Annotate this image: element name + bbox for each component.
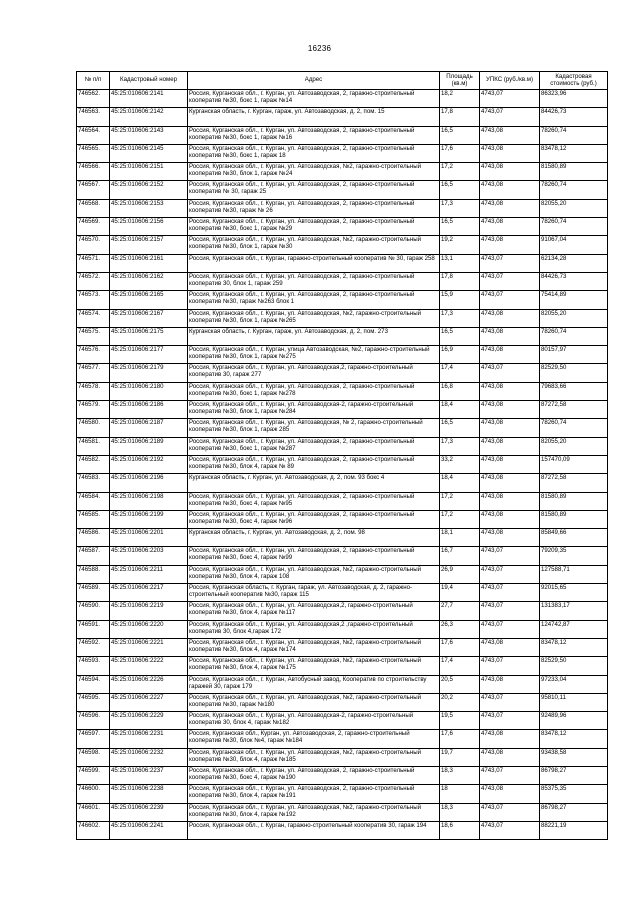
row-number-cell: 746579. — [77, 401, 110, 419]
area-cell: 17,2 — [440, 510, 480, 528]
cadastral-number-cell: 45:25:010606:2220 — [110, 620, 188, 638]
upks-cell: 4743,08 — [480, 638, 540, 656]
upks-cell: 4743,08 — [480, 474, 540, 492]
table-row — [77, 474, 608, 492]
cadastral-value-cell: 131383,17 — [540, 602, 608, 620]
area-cell: 18,3 — [440, 803, 480, 821]
area-cell: 16,5 — [440, 419, 480, 437]
upks-cell: 4743,07 — [480, 602, 540, 620]
row-number-cell: 746568. — [77, 199, 110, 217]
row-number-cell: 746570. — [77, 236, 110, 254]
area-cell: 18,3 — [440, 766, 480, 784]
cadastral-value-cell: 83478,12 — [540, 144, 608, 162]
row-number-cell: 746580. — [77, 419, 110, 437]
address-cell: Россия, Курганская обл., г. Курган, ул. Автозаводская, 2, гаражно-строительный кооператив 30, блок 1, гараж 259 — [188, 272, 440, 290]
area-cell: 19,5 — [440, 712, 480, 730]
row-number-cell: 746597. — [77, 730, 110, 748]
cadastral-value-cell: 81580,89 — [540, 163, 608, 181]
row-number-cell: 746586. — [77, 529, 110, 547]
upks-cell: 4743,08 — [480, 437, 540, 455]
table-row — [77, 693, 608, 711]
table-row — [77, 346, 608, 364]
table-row — [77, 675, 608, 693]
cadastral-value-cell: 82055,20 — [540, 437, 608, 455]
row-number-cell: 746562. — [77, 90, 110, 108]
address-cell: Россия, Курганская обл., г. Курган, Автобусный завод, Кооператив по строительству гаражей 30, гараж 179 — [188, 675, 440, 693]
cadastral-number-cell: 45:25:010606:2196 — [110, 474, 188, 492]
upks-cell: 4743,07 — [480, 90, 540, 108]
area-cell: 19,4 — [440, 584, 480, 602]
address-cell: Россия, Курганская обл., г. Курган, ул. Автозаводская, №2, гаражно-строительный кооператив №30, блок 4, гараж №174 — [188, 638, 440, 656]
header-cadastral: Кадастровый номер — [110, 72, 188, 90]
area-cell: 26,3 — [440, 620, 480, 638]
table-row — [77, 309, 608, 327]
address-cell: Россия, Курганская обл., г. Курган, ул. Автозаводская, 2, гаражно-строительный кооператив №30, бокс 1, гараж 18 — [188, 144, 440, 162]
area-cell: 18,2 — [440, 90, 480, 108]
cadastral-value-cell: 81580,89 — [540, 510, 608, 528]
cadastral-number-cell: 45:25:010606:2226 — [110, 675, 188, 693]
cadastral-number-cell: 45:25:010606:2241 — [110, 821, 188, 839]
row-number-cell: 746566. — [77, 163, 110, 181]
cadastral-number-cell: 45:25:010606:2231 — [110, 730, 188, 748]
area-cell: 20,5 — [440, 675, 480, 693]
cadastral-number-cell: 45:25:010606:2145 — [110, 144, 188, 162]
row-number-cell: 746589. — [77, 584, 110, 602]
row-number-cell: 746577. — [77, 364, 110, 382]
address-cell: Россия, Курганская обл., г. Курган, ул. Автозаводская, 2, гаражно-строительный кооператив №30, бокс 4, гараж №96 — [188, 510, 440, 528]
address-cell: Россия, Курганская обл., г. Курган, улица Автозаводская, №2, гаражно-строительный кооператив №30, блок 1, гараж №275 — [188, 346, 440, 364]
address-cell: Россия, Курганская обл., г. Курган, ул. Автозаводская, 2, гаражно-строительный кооператив №30, бокс 1, гараж №287 — [188, 437, 440, 455]
table-row — [77, 382, 608, 400]
cadastral-value-cell: 80157,97 — [540, 346, 608, 364]
upks-cell: 4743,08 — [480, 309, 540, 327]
table-row — [77, 181, 608, 199]
header-value: Кадастровая стоимость (руб.) — [540, 72, 608, 90]
cadastral-value-cell: 83478,12 — [540, 638, 608, 656]
table-row — [77, 529, 608, 547]
cadastral-value-cell: 86798,27 — [540, 766, 608, 784]
cadastral-value-cell: 86323,96 — [540, 90, 608, 108]
row-number-cell: 746578. — [77, 382, 110, 400]
cadastral-number-cell: 45:25:010606:2232 — [110, 748, 188, 766]
area-cell: 16,5 — [440, 327, 480, 345]
upks-cell: 4743,08 — [480, 126, 540, 144]
cadastral-value-cell: 82055,20 — [540, 199, 608, 217]
cadastral-number-cell: 45:25:010606:2152 — [110, 181, 188, 199]
cadastral-value-cell: 62134,28 — [540, 254, 608, 272]
cadastral-value-cell: 78260,74 — [540, 419, 608, 437]
row-number-cell: 746569. — [77, 218, 110, 236]
row-number-cell: 746571. — [77, 254, 110, 272]
cadastral-number-cell: 45:25:010606:2141 — [110, 90, 188, 108]
row-number-cell: 746585. — [77, 510, 110, 528]
cadastral-number-cell: 45:25:010606:2179 — [110, 364, 188, 382]
table-row — [77, 748, 608, 766]
cadastral-value-cell: 124742,87 — [540, 620, 608, 638]
table-row — [77, 144, 608, 162]
address-cell: Россия, Курганская обл., г. Курган, ул. Автозаводская, 2, гаражно-строительный кооператив №30, блок 4, гараж №191 — [188, 785, 440, 803]
table-row — [77, 419, 608, 437]
table-row — [77, 638, 608, 656]
area-cell: 13,1 — [440, 254, 480, 272]
address-cell: Россия, Курганская обл., г. Курган, ул. Автозаводская,2, гаражно-строительный кооператив №30, блок 4, гараж №117 — [188, 602, 440, 620]
table-row — [77, 547, 608, 565]
address-cell: Россия, Курганская обл., г. Курган, ул. Автозаводская, №2, гаражно-строительный кооператив №30, блок 1, гараж №30 — [188, 236, 440, 254]
area-cell: 27,7 — [440, 602, 480, 620]
row-number-cell: 746595. — [77, 693, 110, 711]
area-cell: 18,4 — [440, 474, 480, 492]
area-cell: 17,6 — [440, 144, 480, 162]
cadastral-number-cell: 45:25:010606:2203 — [110, 547, 188, 565]
area-cell: 16,8 — [440, 382, 480, 400]
cadastral-number-cell: 45:25:010606:2162 — [110, 272, 188, 290]
area-cell: 17,8 — [440, 272, 480, 290]
row-number-cell: 746573. — [77, 291, 110, 309]
cadastral-value-cell: 97233,04 — [540, 675, 608, 693]
cadastral-number-cell: 45:25:010606:2186 — [110, 401, 188, 419]
address-cell: Россия, Курганская обл., г. Курган, гаражно-строительный кооператив 30, гараж 194 — [188, 821, 440, 839]
address-cell: Россия, Курганская обл., г. Курган, ул. Автозаводская, 2, гаражно-строительный кооператив №30, бокс 4, гараж №190 — [188, 766, 440, 784]
table-row — [77, 327, 608, 345]
table-row — [77, 510, 608, 528]
row-number-cell: 746600. — [77, 785, 110, 803]
row-number-cell: 746592. — [77, 638, 110, 656]
row-number-cell: 746576. — [77, 346, 110, 364]
cadastral-number-cell: 45:25:010606:2161 — [110, 254, 188, 272]
upks-cell: 4743,08 — [480, 455, 540, 473]
table-row — [77, 620, 608, 638]
cadastral-number-cell: 45:25:010606:2198 — [110, 492, 188, 510]
upks-cell: 4743,07 — [480, 364, 540, 382]
upks-cell: 4743,08 — [480, 492, 540, 510]
upks-cell: 4743,08 — [480, 346, 540, 364]
cadastral-number-cell: 45:25:010606:2219 — [110, 602, 188, 620]
upks-cell: 4743,08 — [480, 401, 540, 419]
cadastral-number-cell: 45:25:010606:2221 — [110, 638, 188, 656]
table-row — [77, 218, 608, 236]
upks-cell: 4743,08 — [480, 785, 540, 803]
header-area: Площадь (кв.м) — [440, 72, 480, 90]
upks-cell: 4743,08 — [480, 163, 540, 181]
row-number-cell: 746594. — [77, 675, 110, 693]
row-number-cell: 746602. — [77, 821, 110, 839]
table-row — [77, 584, 608, 602]
area-cell: 16,9 — [440, 346, 480, 364]
upks-cell: 4743,08 — [480, 748, 540, 766]
cadastral-value-cell: 82055,20 — [540, 309, 608, 327]
upks-cell: 4743,08 — [480, 199, 540, 217]
cadastral-value-cell: 78260,74 — [540, 218, 608, 236]
upks-cell: 4743,08 — [480, 675, 540, 693]
cadastral-value-cell: 93438,58 — [540, 748, 608, 766]
cadastral-value-cell: 84426,73 — [540, 108, 608, 126]
cadastral-value-cell: 92015,65 — [540, 584, 608, 602]
address-cell: Россия, Курганская обл., г. Курган, гаражно-строительный кооператив № 30, гараж 258 — [188, 254, 440, 272]
address-cell: Россия, Курганская обл., г. Курган, ул. Автозаводская, 2, гаражно-строительный кооператив №30, гараж № 26 — [188, 199, 440, 217]
cadastral-number-cell: 45:25:010606:2167 — [110, 309, 188, 327]
area-cell: 16,5 — [440, 126, 480, 144]
address-cell: Россия, Курганская обл., г. Курган, ул. Автозаводская, №2, гаражно-строительный кооператив №30, блок 1, гараж №265 — [188, 309, 440, 327]
address-cell: Россия, Курганская обл., г. Курган, ул. Автозаводская,2 ,гаражно-строительный кооператив 30, блок 4,гараж 172 — [188, 620, 440, 638]
table-row — [77, 236, 608, 254]
upks-cell: 4743,08 — [480, 181, 540, 199]
cadastral-number-cell: 45:25:010606:2239 — [110, 803, 188, 821]
row-number-cell: 746581. — [77, 437, 110, 455]
upks-cell: 4743,07 — [480, 712, 540, 730]
upks-cell: 4743,08 — [480, 730, 540, 748]
address-cell: Россия, Курганская обл., г. Курган, ул. Автозаводская, №2, гаражно-строительный кооператив №30, гараж №180 — [188, 693, 440, 711]
area-cell: 17,3 — [440, 437, 480, 455]
upks-cell: 4743,07 — [480, 693, 540, 711]
row-number-cell: 746593. — [77, 657, 110, 675]
upks-cell: 4743,08 — [480, 510, 540, 528]
row-number-cell: 746572. — [77, 272, 110, 290]
table-row — [77, 364, 608, 382]
upks-cell: 4743,07 — [480, 254, 540, 272]
address-cell: Россия, Курганская обл., г. Курган, ул. Автозаводская, №2, гаражно-строительный кооператив №30, блок 4, гараж 108 — [188, 565, 440, 583]
cadastral-table — [76, 71, 608, 840]
cadastral-number-cell: 45:25:010606:2157 — [110, 236, 188, 254]
area-cell: 18,6 — [440, 821, 480, 839]
page-number: 16236 — [307, 44, 332, 53]
row-number-cell: 746575. — [77, 327, 110, 345]
table-row — [77, 163, 608, 181]
table-row — [77, 90, 608, 108]
address-cell: Курганская область, г. Курган, гараж, ул. Автозаводская, д. 2, пом. 15 — [188, 108, 440, 126]
table-row — [77, 492, 608, 510]
cadastral-number-cell: 45:25:010606:2143 — [110, 126, 188, 144]
row-number-cell: 746601. — [77, 803, 110, 821]
table-row — [77, 565, 608, 583]
address-cell: Россия, Курганская обл., г. Курган, ул. Автозаводская, 2, гаражно-строительный кооператив №30, бокс 1, гараж №14 — [188, 90, 440, 108]
area-cell: 17,6 — [440, 730, 480, 748]
cadastral-number-cell: 45:25:010606:2151 — [110, 163, 188, 181]
upks-cell: 4743,07 — [480, 620, 540, 638]
table-body — [77, 90, 608, 840]
cadastral-number-cell: 45:25:010606:2187 — [110, 419, 188, 437]
upks-cell: 4743,07 — [480, 657, 540, 675]
area-cell: 17,4 — [440, 657, 480, 675]
cadastral-number-cell: 45:25:010606:2229 — [110, 712, 188, 730]
area-cell: 17,6 — [440, 638, 480, 656]
area-cell: 33,2 — [440, 455, 480, 473]
area-cell: 17,2 — [440, 163, 480, 181]
cadastral-value-cell: 127588,71 — [540, 565, 608, 583]
address-cell: Россия, Курганская обл., г. Курган, ул. Автозаводская, №2, гаражно-строительный кооператив №30, блок 1, гараж №24 — [188, 163, 440, 181]
cadastral-number-cell: 45:25:010606:2201 — [110, 529, 188, 547]
table-row — [77, 785, 608, 803]
row-number-cell: 746563. — [77, 108, 110, 126]
area-cell: 26,9 — [440, 565, 480, 583]
cadastral-number-cell: 45:25:010606:2142 — [110, 108, 188, 126]
table-row — [77, 730, 608, 748]
cadastral-value-cell: 91067,04 — [540, 236, 608, 254]
cadastral-value-cell: 81580,89 — [540, 492, 608, 510]
row-number-cell: 746583. — [77, 474, 110, 492]
row-number-cell: 746588. — [77, 565, 110, 583]
upks-cell: 4743,08 — [480, 236, 540, 254]
area-cell: 17,3 — [440, 199, 480, 217]
address-cell: Россия, Курганская обл., г. Курган, ул. Автозаводская, 2, гаражно-строительный кооператив №30, бокс 4, гараж №95 — [188, 492, 440, 510]
address-cell: Россия, Курганская обл., г. Курган, ул. Автозаводская, 2, гаражно-строительный кооператив №30, бокс 1, гараж №29 — [188, 218, 440, 236]
area-cell: 18 — [440, 785, 480, 803]
upks-cell: 4743,07 — [480, 547, 540, 565]
area-cell: 17,3 — [440, 309, 480, 327]
cadastral-number-cell: 45:25:010606:2237 — [110, 766, 188, 784]
row-number-cell: 746596. — [77, 712, 110, 730]
cadastral-value-cell: 85375,35 — [540, 785, 608, 803]
cadastral-value-cell: 78260,74 — [540, 181, 608, 199]
cadastral-value-cell: 79683,66 — [540, 382, 608, 400]
cadastral-number-cell: 45:25:010606:2156 — [110, 218, 188, 236]
cadastral-value-cell: 82529,50 — [540, 657, 608, 675]
area-cell: 16,7 — [440, 547, 480, 565]
row-number-cell: 746582. — [77, 455, 110, 473]
table-row — [77, 126, 608, 144]
table-row — [77, 766, 608, 784]
table-row — [77, 291, 608, 309]
cadastral-value-cell: 88221,19 — [540, 821, 608, 839]
upks-cell: 4743,08 — [480, 529, 540, 547]
table-row — [77, 254, 608, 272]
address-cell: Россия, Курганская обл., г. Курган, ул. Автозаводская-2, гаражно-строительный кооператив 30, блок 4, гараж №182 — [188, 712, 440, 730]
row-number-cell: 746591. — [77, 620, 110, 638]
cadastral-number-cell: 45:25:010606:2222 — [110, 657, 188, 675]
row-number-cell: 746567. — [77, 181, 110, 199]
cadastral-number-cell: 45:25:010606:2192 — [110, 455, 188, 473]
upks-cell: 4743,07 — [480, 272, 540, 290]
area-cell: 20,2 — [440, 693, 480, 711]
upks-cell: 4743,07 — [480, 291, 540, 309]
area-cell: 17,8 — [440, 108, 480, 126]
table-row — [77, 803, 608, 821]
upks-cell: 4743,08 — [480, 218, 540, 236]
table-row — [77, 199, 608, 217]
area-cell: 19,2 — [440, 236, 480, 254]
address-cell: Россия, Курганская обл., г. Курган, ул. Автозаводская, 2, гаражно-строительный кооператив №30, гараж №263 блок 1 — [188, 291, 440, 309]
header-address: Адрес — [188, 72, 440, 90]
row-number-cell: 746590. — [77, 602, 110, 620]
cadastral-value-cell: 85849,66 — [540, 529, 608, 547]
address-cell: Россия, Курганская обл., г. Курган, ул. Автозаводская, 2, гаражно-строительный кооператив №30, блок 4, гараж № 89 — [188, 455, 440, 473]
upks-cell: 4743,07 — [480, 803, 540, 821]
row-number-cell: 746565. — [77, 144, 110, 162]
area-cell: 19,7 — [440, 748, 480, 766]
cadastral-value-cell: 87272,58 — [540, 474, 608, 492]
cadastral-value-cell: 83478,12 — [540, 730, 608, 748]
area-cell: 15,9 — [440, 291, 480, 309]
cadastral-value-cell: 79209,35 — [540, 547, 608, 565]
upks-cell: 4743,07 — [480, 108, 540, 126]
cadastral-value-cell: 86798,27 — [540, 803, 608, 821]
upks-cell: 4743,08 — [480, 419, 540, 437]
address-cell: Россия, Курганская обл., г. Курган, ул. Автозаводская, №2, гаражно-строительный кооператив №30, блок 4, гараж №175 — [188, 657, 440, 675]
row-number-cell: 746587. — [77, 547, 110, 565]
area-cell: 16,5 — [440, 181, 480, 199]
cadastral-value-cell: 78260,74 — [540, 126, 608, 144]
table-row — [77, 455, 608, 473]
cadastral-number-cell: 45:25:010606:2227 — [110, 693, 188, 711]
address-cell: Россия, Курганская обл., г. Курган, ул. Автозаводская, №2, гаражно-строительный кооператив №30, блок 4, гараж №192 — [188, 803, 440, 821]
table-row — [77, 437, 608, 455]
cadastral-number-cell: 45:25:010606:2211 — [110, 565, 188, 583]
area-cell: 17,4 — [440, 364, 480, 382]
address-cell: Россия, Курганская обл., г. Курган, ул. Автозаводская, 2, гаражно-строительный кооператив №30, бокс 1, гараж №278 — [188, 382, 440, 400]
address-cell: Россия, Курганская обл., Курган, ул. Автозаводская, 2, гаражно-строительный кооператив №30, блок №4, гараж №184 — [188, 730, 440, 748]
table-row — [77, 712, 608, 730]
address-cell: Россия, Курганская обл., г. Курган, ул. Автозаводская, № 2, гаражно-строительный кооператив №30, блок 1, гараж 285 — [188, 419, 440, 437]
cadastral-value-cell: 87272,58 — [540, 401, 608, 419]
row-number-cell: 746574. — [77, 309, 110, 327]
upks-cell: 4743,07 — [480, 584, 540, 602]
upks-cell: 4743,07 — [480, 821, 540, 839]
address-cell: Курганская область, г. Курган, ул. Автозаводская, д. 2, пом. 93 бокс 4 — [188, 474, 440, 492]
cadastral-value-cell: 75414,89 — [540, 291, 608, 309]
row-number-cell: 746599. — [77, 766, 110, 784]
table-row — [77, 272, 608, 290]
cadastral-number-cell: 45:25:010606:2180 — [110, 382, 188, 400]
cadastral-value-cell: 157470,09 — [540, 455, 608, 473]
cadastral-number-cell: 45:25:010606:2165 — [110, 291, 188, 309]
area-cell: 17,2 — [440, 492, 480, 510]
row-number-cell: 746598. — [77, 748, 110, 766]
upks-cell: 4743,08 — [480, 382, 540, 400]
cadastral-value-cell: 78260,74 — [540, 327, 608, 345]
header-upks: УПКС (руб./кв.м) — [480, 72, 540, 90]
cadastral-number-cell: 45:25:010606:2199 — [110, 510, 188, 528]
header-num: № п/п — [77, 72, 110, 90]
area-cell: 16,5 — [440, 218, 480, 236]
cadastral-number-cell: 45:25:010606:2189 — [110, 437, 188, 455]
address-cell: Курганская область, г. Курган, ул. Автозаводская, д. 2, пом. 98 — [188, 529, 440, 547]
table-row — [77, 602, 608, 620]
cadastral-number-cell: 45:25:010606:2177 — [110, 346, 188, 364]
cadastral-value-cell: 92489,96 — [540, 712, 608, 730]
cadastral-number-cell: 45:25:010606:2238 — [110, 785, 188, 803]
address-cell: Курганская область, г. Курган, гараж, ул. Автозаводская, д. 2, пом. 273 — [188, 327, 440, 345]
cadastral-value-cell: 95810,11 — [540, 693, 608, 711]
table-row — [77, 821, 608, 839]
area-cell: 18,4 — [440, 401, 480, 419]
row-number-cell: 746584. — [77, 492, 110, 510]
address-cell: Россия, Курганская область, г. Курган, гараж, ул. Автозаводская, д. 2, гаражно-строительный кооператив №30, гараж 115 — [188, 584, 440, 602]
upks-cell: 4743,07 — [480, 565, 540, 583]
cadastral-number-cell: 45:25:010606:2153 — [110, 199, 188, 217]
cadastral-value-cell: 84426,73 — [540, 272, 608, 290]
table-row — [77, 401, 608, 419]
cadastral-number-cell: 45:25:010606:2175 — [110, 327, 188, 345]
row-number-cell: 746564. — [77, 126, 110, 144]
table-row — [77, 657, 608, 675]
table-header-row — [77, 72, 608, 90]
cadastral-value-cell: 82529,50 — [540, 364, 608, 382]
upks-cell: 4743,08 — [480, 144, 540, 162]
address-cell: Россия, Курганская обл., г. Курган, ул. Автозаводская,2, гаражно-строительный кооператив 30, гараж 277 — [188, 364, 440, 382]
table-row — [77, 108, 608, 126]
upks-cell: 4743,07 — [480, 766, 540, 784]
address-cell: Россия, Курганская обл., г. Курган, ул. Автозаводская, №2, гаражно-строительный кооператив №30, блок 4, гараж №185 — [188, 748, 440, 766]
address-cell: Россия, Курганская обл., г. Курган, ул. Автозаводская, 2, гаражно-строительный кооператив № 30, гараж 25 — [188, 181, 440, 199]
address-cell: Россия, Курганская обл., г. Курган, ул. Автозаводская-2, гаражно-строительный кооператив №30, блок 1, гараж №284 — [188, 401, 440, 419]
area-cell: 18,1 — [440, 529, 480, 547]
address-cell: Россия, Курганская обл., г. Курган, ул. Автозаводская, 2, гаражно-строительный кооператив №30, бокс 1, гараж №16 — [188, 126, 440, 144]
cadastral-number-cell: 45:25:010606:2217 — [110, 584, 188, 602]
upks-cell: 4743,08 — [480, 327, 540, 345]
address-cell: Россия, Курганская обл., г. Курган, ул. Автозаводская, 2, гаражно-строительный кооператив №30, бокс 4, гараж №99 — [188, 547, 440, 565]
